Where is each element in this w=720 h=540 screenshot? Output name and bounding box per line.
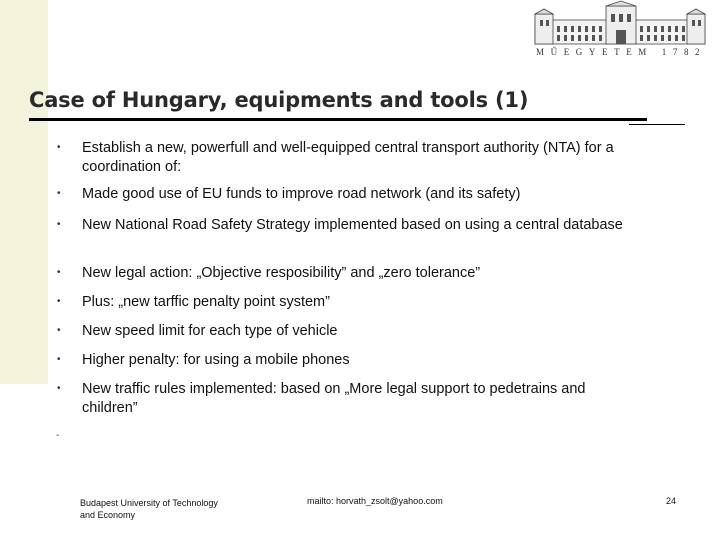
bullet-icon: • [57,188,61,199]
stray-dash: - [56,430,60,441]
left-accent-band [0,0,48,384]
bullet-text: Plus: „new tarffic penalty point system” [82,294,330,310]
page-number: 24 [666,496,677,506]
bullet-text: New traffic rules implemented: based on „More legal support to pedetrains and children” [82,381,586,416]
footer-contact-link[interactable]: mailto: horvath_zsolt@yahoo.com [307,496,443,506]
footer-institution: Budapest University of Technology and Economy [80,498,218,520]
bullet-icon: • [57,383,61,394]
university-logo [521,0,720,73]
bullet-icon: • [57,267,61,278]
bullet-text: New National Road Safety Strategy implemented based on using a central database [82,217,623,233]
title-underline [29,118,647,121]
building-illustration [521,0,720,73]
logo-caption: MŰEGYETEM 1782 [536,47,707,57]
bullet-icon: • [57,142,61,153]
bullet-text: Made good use of EU funds to improve road network (and its safety) [82,186,521,202]
bullet-text: Higher penalty: for using a mobile phones [82,352,350,368]
bullet-text: New legal action: „Objective resposibility” and „zero tolerance” [82,265,481,281]
bullet-icon: • [57,354,61,365]
bullet-icon: • [57,219,61,230]
bullet-text: New speed limit for each type of vehicle [82,323,338,339]
title-underline-tail [629,124,685,125]
bullet-icon: • [57,325,61,336]
bullet-icon: • [57,296,61,307]
bullet-text: Establish a new, powerfull and well-equipped central transport authority (NTA) for a coordination of: [82,140,614,175]
slide-title: Case of Hungary, equipments and tools (1) [29,88,529,112]
